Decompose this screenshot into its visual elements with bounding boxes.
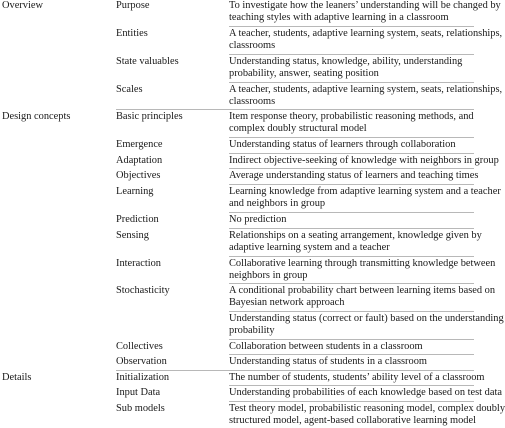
element-label: Entities bbox=[116, 28, 148, 39]
row-divider bbox=[229, 385, 474, 386]
description-line: complex doubly structural model bbox=[229, 122, 367, 134]
row-divider bbox=[229, 228, 474, 229]
description-cell bbox=[229, 230, 482, 253]
description-cell bbox=[229, 372, 485, 384]
element-label: Emergence bbox=[116, 139, 163, 150]
description-line: probability, answer, seating position bbox=[229, 67, 379, 79]
row-divider bbox=[116, 109, 474, 110]
element-label: Input Data bbox=[116, 387, 161, 398]
description-cell bbox=[229, 155, 499, 167]
description-line: To investigate how the leaners’ understanding will be changed by bbox=[229, 0, 501, 11]
description-line: Understanding status of students in a classroom bbox=[229, 356, 427, 367]
element-label: Basic principles bbox=[116, 111, 183, 122]
description-line: Bayesian network approach bbox=[229, 296, 345, 308]
row-divider bbox=[229, 168, 474, 169]
section-label: Overview bbox=[2, 0, 43, 11]
description-line: neighbors in group bbox=[229, 269, 308, 281]
element-label: Sensing bbox=[116, 230, 149, 241]
row-divider bbox=[229, 256, 474, 257]
description-line: No prediction bbox=[229, 214, 287, 225]
description-cell bbox=[229, 356, 473, 368]
description-cell bbox=[229, 214, 473, 226]
element-label: Observation bbox=[116, 356, 167, 367]
description-cell bbox=[229, 111, 473, 134]
row-divider bbox=[229, 82, 474, 83]
description-cell bbox=[229, 84, 503, 107]
element-label: Stochasticity bbox=[116, 285, 170, 296]
description-cell bbox=[229, 28, 503, 51]
description-line: A conditional probability chart between learning items based on bbox=[229, 285, 496, 296]
description-line: Test theory model, probabilistic reasoning model, complex doubly bbox=[229, 403, 505, 414]
row-divider bbox=[116, 370, 474, 371]
description-line: Understanding status of learners through collaboration bbox=[229, 139, 456, 150]
element-label: Purpose bbox=[116, 0, 150, 11]
row-divider bbox=[229, 339, 474, 340]
description-line: Understanding probabilities of each knowledge based on test data bbox=[229, 387, 502, 398]
description-line: A teacher, students, adaptive learning system, seats, relationships, bbox=[229, 28, 503, 39]
description-line: Relationships on a seating arrangement, knowledge given by bbox=[229, 230, 482, 241]
row-divider bbox=[229, 54, 474, 55]
element-label: Initialization bbox=[116, 372, 170, 383]
description-cell bbox=[229, 403, 505, 426]
description-line: probability bbox=[229, 324, 275, 336]
description-line: teaching styles with adaptive learning in a classroom bbox=[229, 11, 449, 23]
description-line: classrooms bbox=[229, 95, 276, 107]
row-divider bbox=[229, 137, 474, 138]
description-line: A teacher, students, adaptive learning system, seats, relationships, bbox=[229, 84, 503, 95]
description-cell bbox=[229, 186, 501, 209]
description-line: The number of students, students’ ability level of a classroom bbox=[229, 372, 485, 383]
description-cell bbox=[229, 341, 473, 353]
row-divider bbox=[229, 153, 474, 154]
element-label: State valuables bbox=[116, 56, 179, 67]
section-label: Details bbox=[2, 372, 32, 383]
description-cell bbox=[229, 387, 502, 399]
description-line: Understanding status, knowledge, ability, understanding bbox=[229, 56, 463, 67]
element-label: Collectives bbox=[116, 341, 163, 352]
description-line: Indirect objective-seeking of knowledge with neighbors in group bbox=[229, 155, 499, 166]
row-divider bbox=[229, 283, 474, 284]
description-line: classrooms bbox=[229, 39, 276, 51]
description-cell bbox=[229, 0, 501, 23]
description-cell bbox=[229, 258, 496, 281]
description-cell bbox=[229, 170, 479, 182]
row-divider bbox=[229, 184, 474, 185]
element-label: Interaction bbox=[116, 258, 162, 269]
row-divider bbox=[229, 354, 474, 355]
element-label: Learning bbox=[116, 186, 154, 197]
description-cell bbox=[229, 285, 496, 308]
description-cell bbox=[229, 56, 473, 79]
element-label: Prediction bbox=[116, 214, 159, 225]
element-label: Sub models bbox=[116, 403, 165, 414]
description-line: Average understanding status of learners and teaching times bbox=[229, 170, 479, 181]
description-line: Item response theory, probabilistic reasoning methods, and bbox=[229, 111, 474, 122]
description-line: Understanding status (correct or fault) based on the understanding bbox=[229, 313, 504, 324]
description-line: Learning knowledge from adaptive learning system and a teacher bbox=[229, 186, 501, 197]
row-divider bbox=[229, 401, 474, 402]
element-label: Scales bbox=[116, 84, 143, 95]
section-label: Design concepts bbox=[2, 111, 71, 122]
description-line: and neighbors in group bbox=[229, 197, 326, 209]
description-line: Collaboration between students in a classroom bbox=[229, 341, 423, 352]
description-line: structured model, agent-based collaborative learning model bbox=[229, 414, 476, 426]
description-cell bbox=[229, 139, 473, 151]
row-divider bbox=[229, 311, 474, 312]
description-cell bbox=[229, 313, 504, 336]
description-line: adaptive learning system and a teacher bbox=[229, 241, 390, 253]
element-label: Objectives bbox=[116, 170, 161, 181]
element-label: Adaptation bbox=[116, 155, 163, 166]
row-divider bbox=[229, 212, 474, 213]
description-line: Collaborative learning through transmitting knowledge between bbox=[229, 258, 496, 269]
row-divider bbox=[229, 26, 474, 27]
